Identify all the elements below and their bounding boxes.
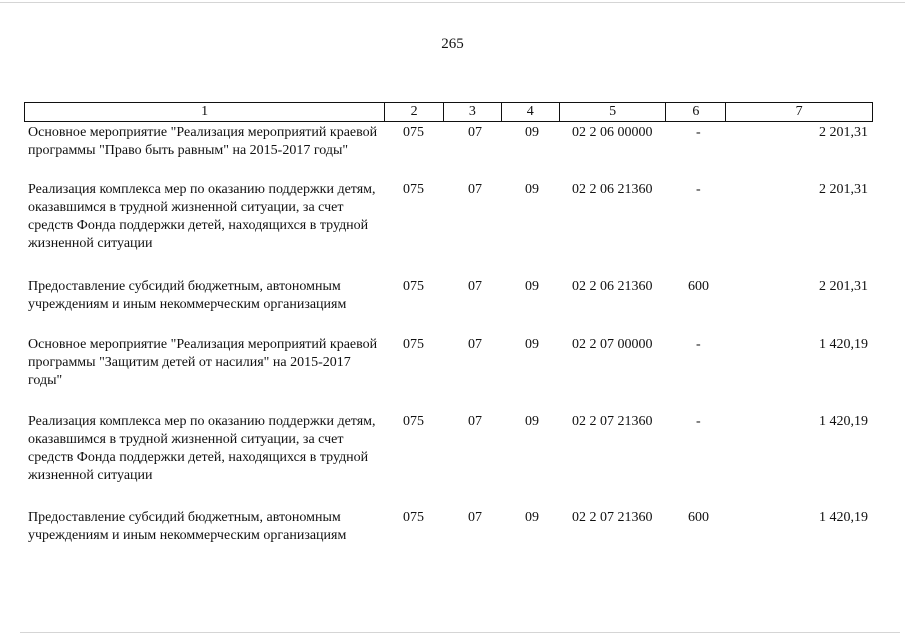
row-description: Предоставление субсидий бюджетным, автономным учреждениям и иным некоммерческим организациям [28,279,347,312]
row-description: Реализация комплекса мер по оказанию поддержки детям, оказавшимся в трудной жизненной ситуации, за счет средств Фонда поддержки детей, находящихся в трудной жизненной ситуации [28,414,376,483]
row-amount: 1 420,19 [819,510,868,525]
row-amount: 1 420,19 [819,337,868,352]
row-code-ministry: 075 [403,125,424,140]
row-code-section: 07 [468,125,482,140]
row-code-target: 02 2 07 21360 [572,510,653,525]
header-col-3: 3 [444,103,502,121]
header-col-6: 6 [666,103,726,121]
row-code-expense-type: - [696,182,701,197]
row-code-subsection: 09 [525,279,539,294]
row-description: Основное мероприятие "Реализация мероприятий краевой программы "Право быть равным" на 2015-2017 годы" [28,125,378,158]
scan-artifact-bottom [20,632,900,633]
row-code-subsection: 09 [525,182,539,197]
row-code-expense-type: - [696,125,701,140]
row-code-expense-type: 600 [688,510,709,525]
row-description: Реализация комплекса мер по оказанию поддержки детям, оказавшимся в трудной жизненной ситуации, за счет средств Фонда поддержки детей, находящихся в трудной жизненной ситуации [28,182,376,251]
row-code-target: 02 2 06 21360 [572,182,653,197]
row-description: Основное мероприятие "Реализация мероприятий краевой программы "Защитим детей от насилия" на 2015-2017 годы" [28,337,378,388]
row-code-ministry: 075 [403,414,424,429]
header-col-1: 1 [25,103,385,121]
row-code-section: 07 [468,414,482,429]
row-code-target: 02 2 06 00000 [572,125,653,140]
row-amount: 2 201,31 [819,182,868,197]
row-code-section: 07 [468,337,482,352]
row-code-target: 02 2 07 00000 [572,337,653,352]
row-code-subsection: 09 [525,510,539,525]
row-code-subsection: 09 [525,414,539,429]
row-code-ministry: 075 [403,182,424,197]
header-col-7: 7 [795,104,803,119]
row-code-subsection: 09 [525,337,539,352]
row-code-expense-type: - [696,414,701,429]
page-number: 265 [441,36,464,52]
header-col-2: 2 [385,103,444,121]
row-code-target: 02 2 06 21360 [572,279,653,294]
row-amount: 1 420,19 [819,414,868,429]
table-header [24,102,873,122]
row-description: Предоставление субсидий бюджетным, автономным учреждениям и иным некоммерческим организациям [28,510,347,543]
scan-artifact-top [0,2,905,3]
row-code-target: 02 2 07 21360 [572,414,653,429]
row-code-section: 07 [468,510,482,525]
row-code-ministry: 075 [403,337,424,352]
row-code-expense-type: 600 [688,279,709,294]
header-col-5: 5 [560,103,667,121]
row-code-section: 07 [468,279,482,294]
row-code-ministry: 075 [403,279,424,294]
row-code-section: 07 [468,182,482,197]
header-col-4: 4 [502,103,560,121]
row-code-ministry: 075 [403,510,424,525]
row-code-subsection: 09 [525,125,539,140]
row-code-expense-type: - [696,337,701,352]
row-amount: 2 201,31 [819,279,868,294]
row-amount: 2 201,31 [819,125,868,140]
